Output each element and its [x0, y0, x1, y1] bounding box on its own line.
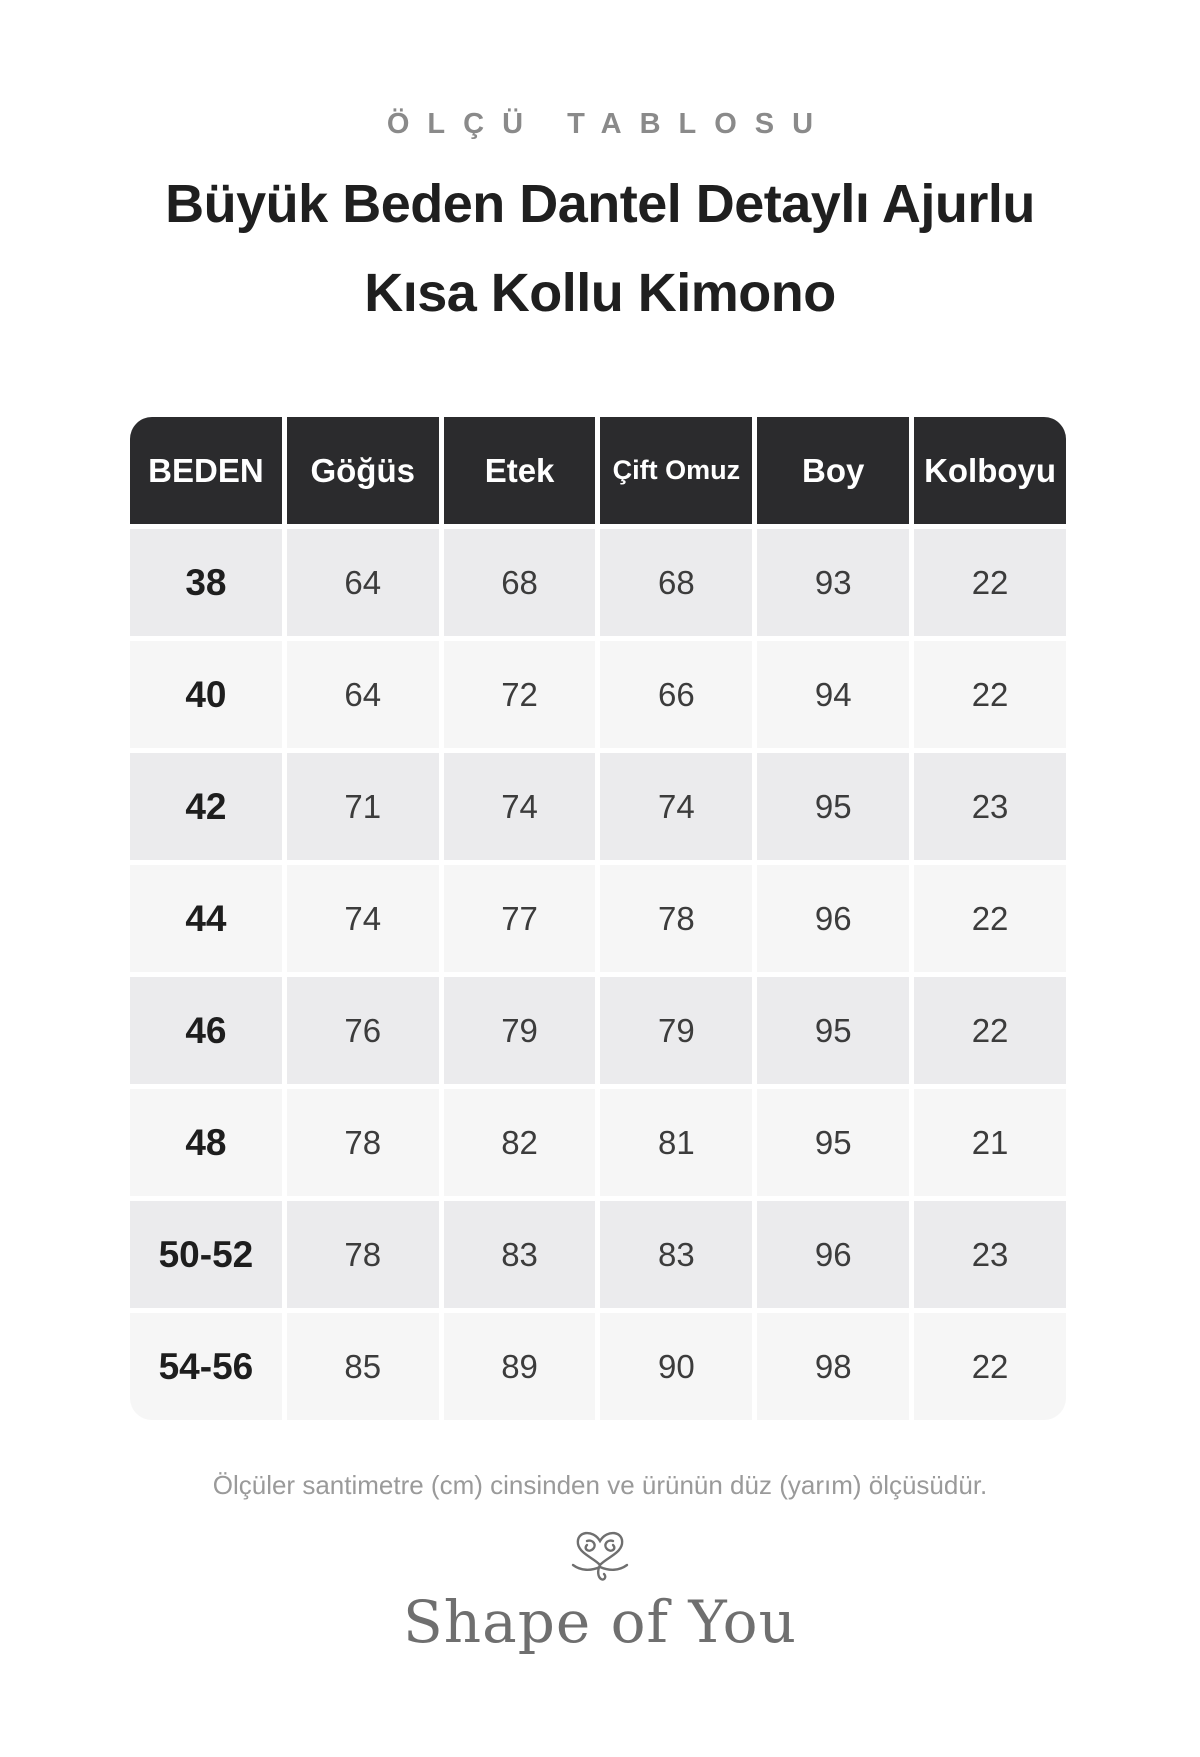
- cell-length: 98: [757, 1313, 909, 1420]
- cell-sleeve: 22: [914, 529, 1066, 636]
- table-row: [130, 1201, 1066, 1308]
- cell-shoulder: 68: [600, 529, 752, 636]
- cell-size: 46: [130, 977, 282, 1084]
- table-body: [130, 529, 1066, 1420]
- cell-length: 96: [757, 865, 909, 972]
- table-row: [130, 641, 1066, 748]
- table-header-row: [130, 417, 1066, 524]
- cell-size: 54-56: [130, 1313, 282, 1420]
- table-row: [130, 529, 1066, 636]
- cell-size: 42: [130, 753, 282, 860]
- cell-hem: 82: [444, 1089, 596, 1196]
- cell-hem: 83: [444, 1201, 596, 1308]
- column-header-size: BEDEN: [130, 417, 282, 524]
- size-chart-table: [130, 417, 1066, 1420]
- cell-hem: 74: [444, 753, 596, 860]
- measurement-note: Ölçüler santimetre (cm) cinsinden ve ürünün düz (yarım) ölçüsüdür.: [212, 1470, 988, 1500]
- cell-hem: 79: [444, 977, 596, 1084]
- cell-shoulder: 78: [600, 865, 752, 972]
- cell-shoulder: 83: [600, 1201, 752, 1308]
- cell-sleeve: 22: [914, 977, 1066, 1084]
- cell-chest: 71: [287, 753, 439, 860]
- heart-swirl-logo-icon: [567, 1527, 633, 1587]
- table-row: [130, 977, 1066, 1084]
- cell-shoulder: 79: [600, 977, 752, 1084]
- page-title: [0, 160, 1200, 338]
- cell-size: 44: [130, 865, 282, 972]
- cell-sleeve: 23: [914, 1201, 1066, 1308]
- cell-hem: 89: [444, 1313, 596, 1420]
- column-header-sleeve: Kolboyu: [914, 417, 1066, 524]
- cell-size: 38: [130, 529, 282, 636]
- cell-size: 50-52: [130, 1201, 282, 1308]
- cell-sleeve: 22: [914, 865, 1066, 972]
- cell-chest: 74: [287, 865, 439, 972]
- cell-length: 95: [757, 753, 909, 860]
- column-header-chest: Göğüs: [287, 417, 439, 524]
- column-header-shoulder: Çift Omuz: [600, 417, 752, 524]
- cell-chest: 76: [287, 977, 439, 1084]
- table-row: [130, 753, 1066, 860]
- cell-shoulder: 66: [600, 641, 752, 748]
- cell-sleeve: 21: [914, 1089, 1066, 1196]
- brand-wordmark: Shape of You: [403, 1588, 797, 1656]
- cell-chest: 78: [287, 1201, 439, 1308]
- cell-chest: 78: [287, 1089, 439, 1196]
- title-line-1: Büyük Beden Dantel Detaylı Ajurlu: [165, 174, 1035, 234]
- cell-chest: 85: [287, 1313, 439, 1420]
- cell-hem: 68: [444, 529, 596, 636]
- column-header-length: Boy: [757, 417, 909, 524]
- cell-length: 93: [757, 529, 909, 636]
- table-row: [130, 1313, 1066, 1420]
- cell-hem: 77: [444, 865, 596, 972]
- cell-sleeve: 22: [914, 1313, 1066, 1420]
- cell-shoulder: 90: [600, 1313, 752, 1420]
- cell-size: 48: [130, 1089, 282, 1196]
- cell-sleeve: 22: [914, 641, 1066, 748]
- cell-length: 95: [757, 1089, 909, 1196]
- cell-length: 95: [757, 977, 909, 1084]
- cell-chest: 64: [287, 641, 439, 748]
- table-row: [130, 1089, 1066, 1196]
- column-header-hem: Etek: [444, 417, 596, 524]
- title-line-2: Kısa Kollu Kimono: [364, 263, 836, 323]
- table-row: [130, 865, 1066, 972]
- cell-length: 96: [757, 1201, 909, 1308]
- cell-length: 94: [757, 641, 909, 748]
- cell-shoulder: 81: [600, 1089, 752, 1196]
- cell-hem: 72: [444, 641, 596, 748]
- cell-sleeve: 23: [914, 753, 1066, 860]
- cell-shoulder: 74: [600, 753, 752, 860]
- eyebrow-label: ÖLÇÜ TABLOSU: [386, 108, 832, 140]
- cell-chest: 64: [287, 529, 439, 636]
- cell-size: 40: [130, 641, 282, 748]
